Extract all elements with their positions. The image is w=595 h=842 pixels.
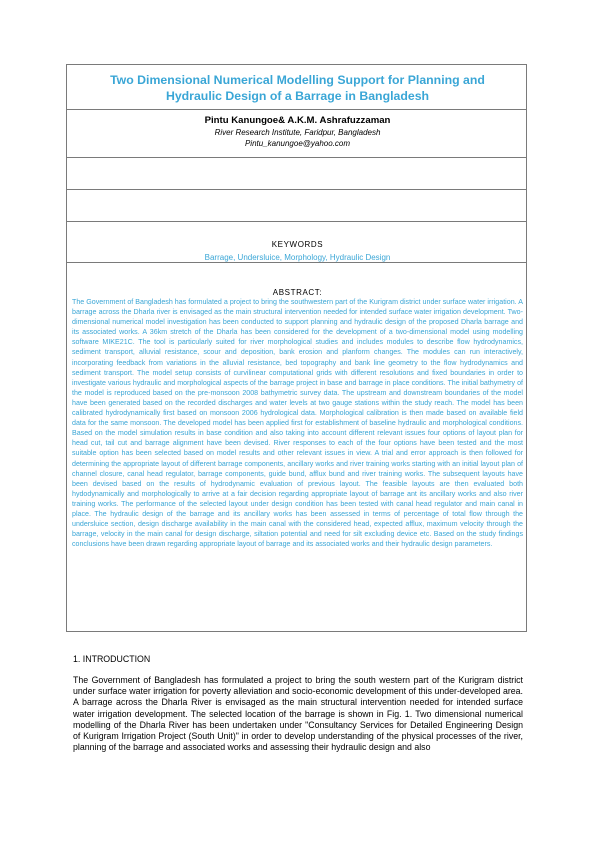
author-names: Pintu Kanungoe& A.K.M. Ashrafuzzaman — [204, 115, 391, 126]
paper-title — [0, 72, 595, 104]
blank-cell — [67, 158, 526, 190]
keywords-heading: KEYWORDS — [271, 240, 324, 249]
abstract-body: The Government of Bangladesh has formulated a project to bring the southwestern part of the Kurigram district under surface water irrigation. A barrage across the Dharla river is envisaged as the main structural intervention needed for intended surface water irrigation development. Two-dimensional numerical model investigation has been conducted to support planning and hydraulic design of the proposed Dharla barrage and its associated works. A 36km stretch of the Dharla has been considered for the development of a two-dimensional model using modelling software MIKE21C. The tool is particularly suited for river morphological studies and includes modules to describe flow hydrodynamics, sediment transport, alluvial resistance, scour and deposition, bank erosion and planform changes. The modules can run interactively, incorporating feedback from variations in the alluvial resistance, bed topography and bank line geometry to the flow hydrodynamics and sediment transport. The model setup consists of curvilinear computational grids with different resolutions and fixed boundaries in order to investigate various hydraulic and morphological aspects of the barrage project in base and barrage in place conditions. The initial bathymetry of the model is reproduced based on the pre-monsoon 2008 bathymetric survey data. The upstream and downstream boundaries of the model have been generated based on the recorded discharges and water levels at two gauge stations within the study reach. The model has been calibrated hydrodynamically first based on monsoon 2006 hydrological data. Morphological calibration is then made based on available field data for the same monsoon. The developed model has been applied first for establishment of baseline hydraulic and morphological conditions. Based on the model simulation results in base condition and also taking into account different relevant issues four options of layout plan for head cut, tail cut and barrage alignment have been devised. River responses to each of the four options have been tested and the most suitable option has been selected based on model results and other relevant issues in view. A trial and error approach is then followed for determining the appropriate layout of different barrage components, ancillary works and river training works starting with an initial layout plan of channel closure, canal head regulator, barrage components, guide bund, afflux bund and river training works. The subsequent layouts have been devised based on the results of hydrodynamic evaluation of previous layout. The feasible layouts are then evaluated both hydodynamically and morphologically to arrive at a fair decision regarding appropriate layout of barrage ant its ancillary works and also river training works. The performance of the selected layout under design condition has been tested with canal head regulator and main canal in place. The hydraulic design of the barrage and its ancillary works has been assessed in terms of percentage of total flow through the undersluice section, design discharge availability in the main canal with the considered head, expected afflux, maximum velocity through the barrage, velocity in the main canal for design discharge, siltation potential and need for silt excluding device etc. Based on the study findings conclusions have been drawn regarding appropriate layout of barrage and its associated works and their hydraulic design parameters. — [72, 298, 523, 549]
abstract-heading: ABSTRACT: — [272, 288, 323, 297]
affiliation: River Research Institute, Faridpur, Bangladesh — [214, 128, 381, 137]
keywords-list: Barrage, Undersluice, Morphology, Hydraulic Design — [204, 253, 391, 262]
blank-cell — [67, 190, 526, 222]
title-line-2: Hydraulic Design of a Barrage in Bangladesh — [165, 89, 430, 103]
author-email: Pintu_kanungoe@yahoo.com — [244, 139, 351, 148]
section-heading: 1. INTRODUCTION — [73, 654, 151, 664]
section-body: The Government of Bangladesh has formulated a project to bring the south western part of the Kurigram district under surface water irrigation for poverty alleviation and socio-economic development of this under-developed area. A barrage across the Dharla River is envisaged as the main structural intervention needed for intended surface water irrigation development. The selected location of the barrage is shown in Fig. 1. Two dimensional numerical modelling of the Dharla River has been undertaken under "Consultancy Services for Detailed Engineering Design of Kurigram Irrigation Project (South Unit)" in order to develop understanding of the physical processes of the river, planning of the barrage and associated works and assessing their hydraulic design and also — [73, 675, 523, 753]
title-line-1: Two Dimensional Numerical Modelling Support for Planning and — [110, 73, 485, 87]
